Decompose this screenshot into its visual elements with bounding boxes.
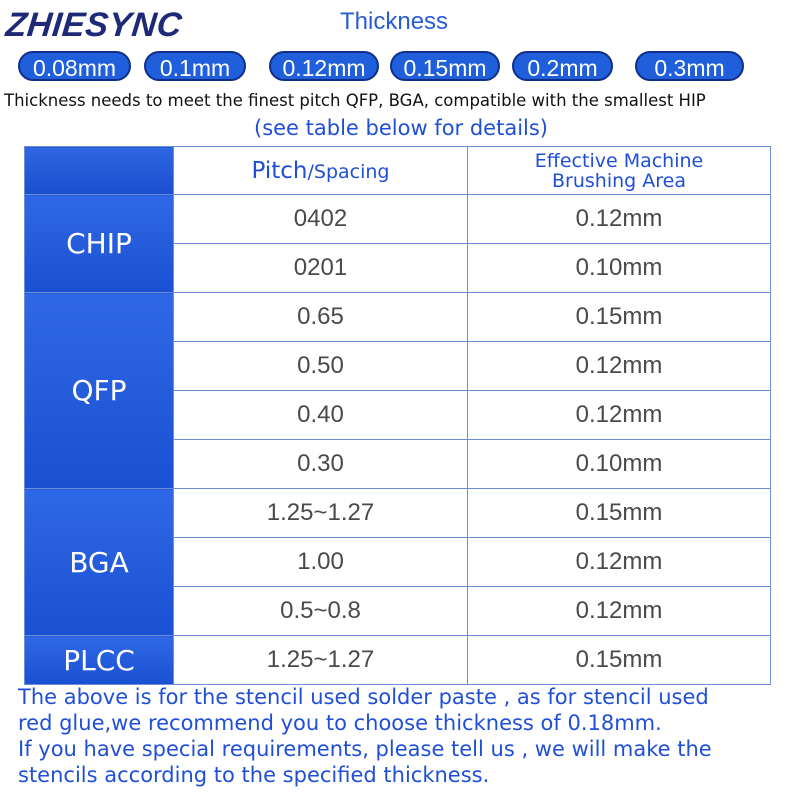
category-plcc: PLCC [25,636,174,685]
thickness-pill-0-1mm: 0.1mm [144,51,246,81]
header-pitch [174,147,468,195]
intro-text: Thickness needs to meet the finest pitch QFP, BGA, compatible with the smallest HIP [4,91,706,110]
intro-subtext: (see table below for details) [254,116,548,140]
footnote-line: The above is for the stencil used solder paste , as for stencil used [18,685,709,709]
area-cell: 0.15mm [468,293,771,342]
pitch-cell: 0.5~0.8 [174,587,468,636]
pitch-cell: 0.50 [174,342,468,391]
footnote [18,684,788,788]
header-blank-cell [25,147,174,195]
thickness-pill-0-2mm: 0.2mm [512,51,613,81]
area-cell: 0.12mm [468,538,771,587]
thickness-pill-0-15mm: 0.15mm [390,51,500,81]
area-cell: 0.12mm [468,342,771,391]
header-pitch-label: Pitch [251,157,308,184]
footnote-line: If you have special requirements, please tell us , we will make the [18,737,712,761]
header-effective-line2: Brushing Area [552,169,686,192]
brand-logo: ZHIESYNC [4,6,184,44]
category-bga: BGA [25,489,174,636]
category-chip: CHIP [25,195,174,293]
table-row [25,293,771,342]
thickness-options [18,51,748,83]
table-header-row [25,147,771,195]
area-cell: 0.10mm [468,244,771,293]
area-cell: 0.10mm [468,440,771,489]
pitch-cell: 1.00 [174,538,468,587]
footnote-line: red glue,we recommend you to choose thickness of 0.18mm. [18,711,662,735]
thickness-pill-0-3mm: 0.3mm [635,51,744,81]
pitch-cell: 0.40 [174,391,468,440]
header-effective-line1: Effective Machine [534,149,704,172]
table-row [25,489,771,538]
thickness-title: Thickness [340,8,449,35]
pitch-thickness-table [24,146,771,685]
header-effective-area [468,147,771,195]
area-cell: 0.12mm [468,195,771,244]
pitch-cell: 1.25~1.27 [174,489,468,538]
area-cell: 0.12mm [468,391,771,440]
pitch-cell: 0.30 [174,440,468,489]
pitch-cell: 0402 [174,195,468,244]
table-row [25,195,771,244]
area-cell: 0.15mm [468,489,771,538]
header-spacing-label: /Spacing [307,160,390,183]
table-row [25,636,771,685]
area-cell: 0.15mm [468,636,771,685]
pitch-cell: 0201 [174,244,468,293]
footnote-line: stencils according to the specified thickness. [18,763,490,787]
thickness-pill-0-12mm: 0.12mm [269,51,379,81]
category-qfp: QFP [25,293,174,489]
area-cell: 0.12mm [468,587,771,636]
pitch-cell: 0.65 [174,293,468,342]
thickness-pill-0-08mm: 0.08mm [18,51,131,81]
pitch-cell: 1.25~1.27 [174,636,468,685]
